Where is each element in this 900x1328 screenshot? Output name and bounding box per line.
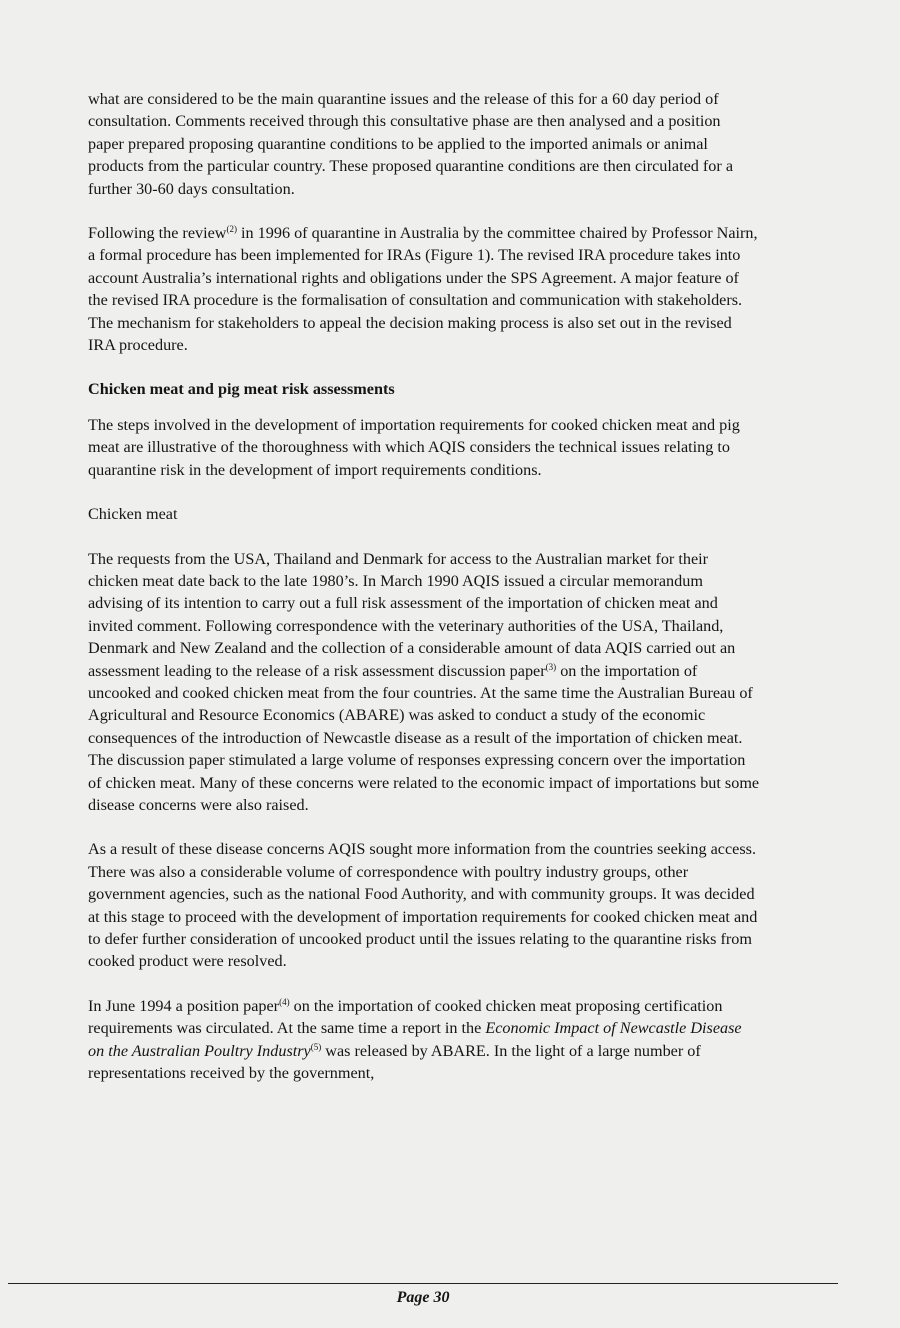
paragraph-1 <box>88 88 760 200</box>
text-run: in 1996 of quarantine in Australia by the committee chaired by Professor Nairn, a formal procedure has been implemented for IRAs (Figure 1). The revised IRA procedure takes into account Australia’s international rights and obligations under the SPS Agreement. A major feature of the revised IRA procedure is the formalisation of consultation and communication with stakeholders. The mechanism for stakeholders to appeal the decision making process is also set out in the revised IRA procedure. <box>88 224 758 355</box>
text-run: was released by ABARE. In the light of a large number of representations received by the government, <box>88 1041 701 1083</box>
italic-title: Economic Impact of Newcastle Disease on the Australian Poultry Industry <box>88 1019 742 1060</box>
text-run: on the importation of cooked chicken meat proposing certification requirements was circulated. At the same time a report in the <box>88 996 723 1038</box>
text-run: The requests from the USA, Thailand and Denmark for access to the Australian market for their chicken meat date back to the late 1980’s. In March 1990 AQIS issued a circular memorandum advising of its intention to carry out a full risk assessment of the importation of chicken meat and invited comment. Following correspondence with the veterinary authorities of the USA, Thailand, Denmark and New Zealand and the collection of a considerable amount of data AQIS carried out an assessment leading to the release of a risk assessment discussion paper <box>88 549 736 680</box>
page-number: Page 30 <box>396 1289 450 1306</box>
paragraph-2 <box>88 222 760 356</box>
text-run: Chicken meat and pig meat risk assessments <box>88 380 395 399</box>
reference-superscript: (4) <box>279 996 290 1007</box>
section-heading <box>88 378 760 400</box>
paragraph-6 <box>88 995 760 1085</box>
text-run: Chicken meat <box>88 505 178 524</box>
paragraph-5 <box>88 838 760 972</box>
reference-superscript: (3) <box>545 661 557 672</box>
text-run: on the importation of uncooked and cooked chicken meat from the four countries. At the same time the Australian Bureau of Agricultural and Resource Economics (ABARE) was asked to conduct a study of the economic consequences of the introduction of Newcastle disease as a result of the importation of chicken meat. The discussion paper stimulated a large volume of responses expressing concern over the importation of chicken meat. Many of these concerns were related to the economic impact of importations but some disease concerns were also raised. <box>88 661 760 814</box>
text-run: The steps involved in the development of importation requirements for cooked chicken meat and pig meat are illustrative of the thoroughness with which AQIS considers the technical issues relating to quarantine risk in the development of import requirements conditions. <box>88 415 740 479</box>
text-run: Following the review <box>88 224 227 243</box>
paragraph-3 <box>88 414 760 481</box>
text-run: what are considered to be the main quarantine issues and the release of this for a 60 day period of consultation. Comments received through this consultative phase are then analysed and a position paper prepared proposing quarantine conditions to be applied to the imported animals or animal products from the particular country. These proposed quarantine conditions are then circulated for a further 30-60 days consultation. <box>88 90 734 198</box>
paragraph-4 <box>88 548 760 817</box>
text-run: In June 1994 a position paper <box>88 996 280 1015</box>
reference-superscript: (2) <box>226 224 237 235</box>
subsection-heading <box>88 503 760 525</box>
text-run: As a result of these disease concerns AQIS sought more information from the countries seeking access. There was also a considerable volume of correspondence with poultry industry groups, other government agencies, such as the national Food Authority, and with community groups. It was decided at this stage to proceed with the development of importation requirements for cooked chicken meat and to defer further consideration of uncooked product until the issues relating to the quarantine risks from cooked product were resolved. <box>88 840 758 971</box>
body-text <box>88 88 760 1106</box>
footer-divider <box>8 1283 838 1284</box>
reference-superscript: (5) <box>310 1041 322 1052</box>
